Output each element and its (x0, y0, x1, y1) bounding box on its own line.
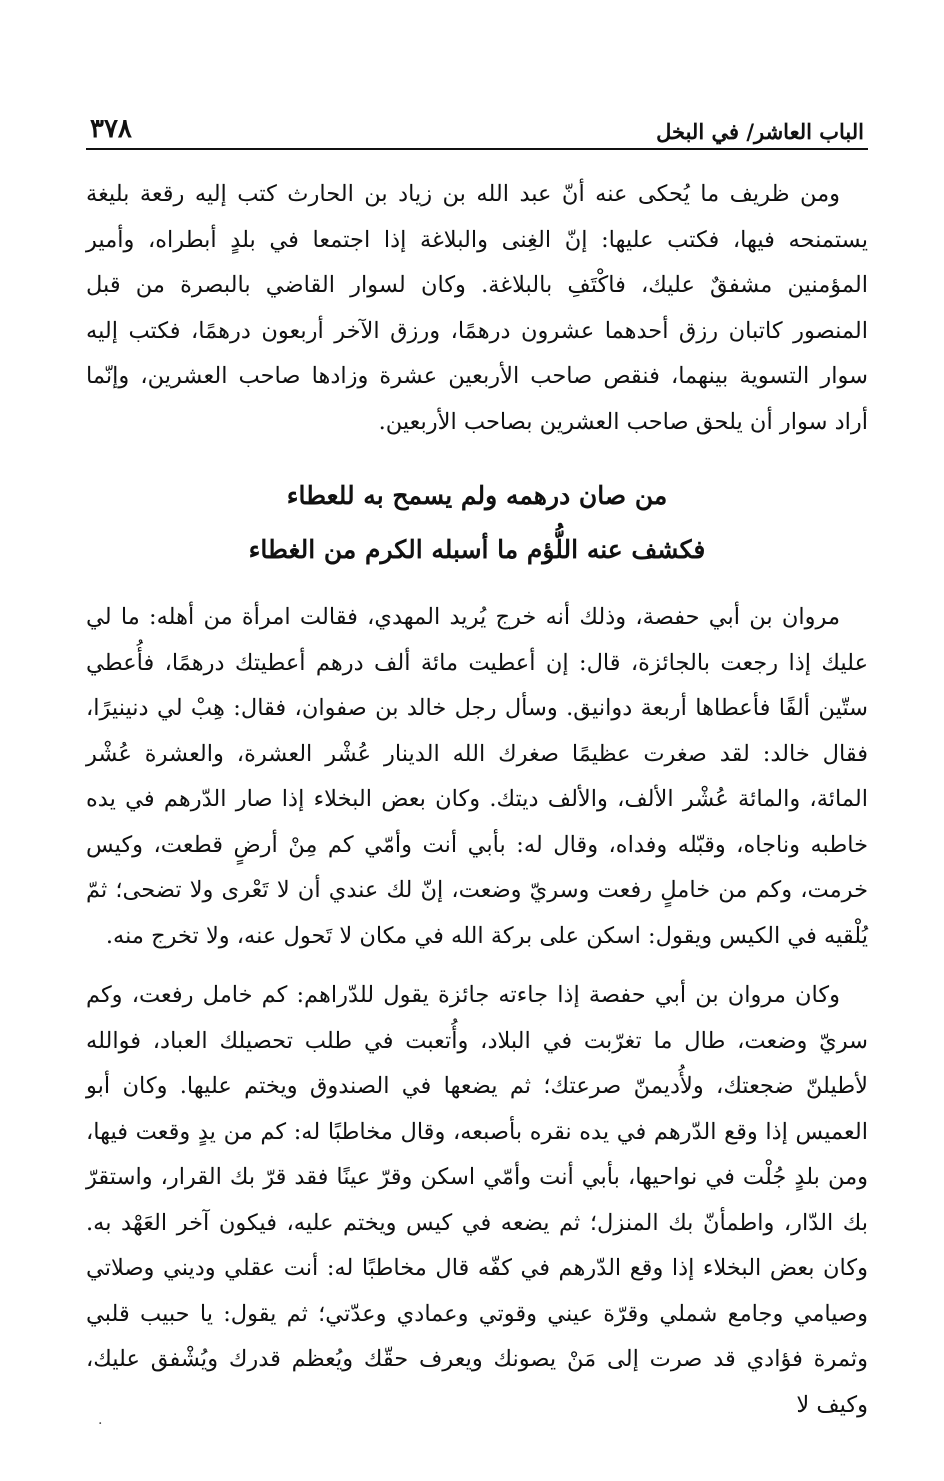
page-mark: . (98, 1412, 103, 1428)
paragraph-3: وكان مروان بن أبي حفصة إذا جاءته جائزة يقول للدّراهم: كم خامل رفعت، وكم سريّ وضعت، طال ما تغرّبت في البلاد، وأُتعبت في طلب تحصيلك العباد، فوالله لأطيلنّ ضجعتك، ولأُديمنّ صرعتك؛ ثم يضعها في الصندوق ويختم عليها. وكان أبو العميس إذا وقع الدّرهم في يده نقره بأصبعه، وقال مخاطبًا له: كم من يدٍ وقعت فيها، ومن بلدٍ جُلْت في نواحيها، بأبي أنت وأمّي اسكن وقرّ عينًا فقد قرّ بك القرار، واستقرّ بك الدّار، واطمأنّ بك المنزل؛ ثم يضعه في كيس ويختم عليه، فيكون آخر العَهْد به. وكان بعض البخلاء إذا وقع الدّرهم في كفّه قال مخاطبًا له: أنت عقلي وديني وصلاتي وصيامي وجامع شملي وقرّة عيني وقوتي وعمادي وعدّتي؛ ثم يقول: يا حبيب قلبي وثمرة فؤادي قد صرت إلى مَنْ يصونك ويعرف حقّك ويُعظم قدرك ويُشْفق عليك، وكيف لا (86, 982, 868, 1418)
page-number: ٣٧٨ (90, 114, 132, 144)
paragraph-1: ومن ظريف ما يُحكى عنه أنّ عبد الله بن زياد بن الحارث كتب إليه رقعة بليغة يستمنحه فيها، فكتب عليها: إنّ الغِنى والبلاغة إذا اجتمعا في بلدٍ أبطراه، وأمير المؤمنين مشفقٌ عليك، فاكْتَفِ بالبلاغة. وكان لسوار القاضي بالبصرة من قبل المنصور كاتبان رزق أحدهما عشرون درهمًا، ورزق الآخر أربعون درهمًا، فكتب إليه سوار التسوية بينهما، فنقص صاحب الأربعين عشرة وزادها صاحب العشرين، وإنّما أراد سوار أن يلحق صاحب العشرين بصاحب الأربعين. (86, 181, 868, 435)
running-header (86, 100, 868, 150)
running-title: الباب العاشر/ في البخل (656, 119, 864, 144)
book-page (86, 100, 868, 1428)
section-heading-line-1: من صان درهمه ولم يسمح به للعطاء (286, 481, 668, 510)
section-heading (86, 469, 868, 577)
section-heading-line-2: فكشف عنه اللُّؤم ما أسبله الكرم من الغطاء (248, 535, 706, 564)
paragraph-2: مروان بن أبي حفصة، وذلك أنه خرج يُريد المهدي، فقالت امرأة من أهله: ما لي عليك إذا رجعت بالجائزة، قال: إن أعطيت مائة ألف درهم أعطيتك درهمًا، فأُعطي ستّين ألفًا فأعطاها أربعة دوانيق. وسأل رجل خالد بن صفوان، فقال: هِبْ لي دنينيرًا، فقال خالد: لقد صغرت عظيمًا صغرك الله الدينار عُشْر العشرة، والعشرة عُشْر المائة، والمائة عُشْر الألف، والألف ديتك. وكان بعض البخلاء إذا صار الدّرهم في يده خاطبه وناجاه، وقبّله وفداه، وقال له: بأبي أنت وأمّي كم مِنْ أرضٍ قطعت، وكيس خرمت، وكم من خاملٍ رفعت وسريّ وضعت، إنّ لك عندي أن لا تَعْرى ولا تضحى؛ ثمّ يُلْقيه في الكيس ويقول: اسكن على بركة الله في مكان لا تَحول عنه، ولا تخرج منه. (86, 604, 868, 949)
